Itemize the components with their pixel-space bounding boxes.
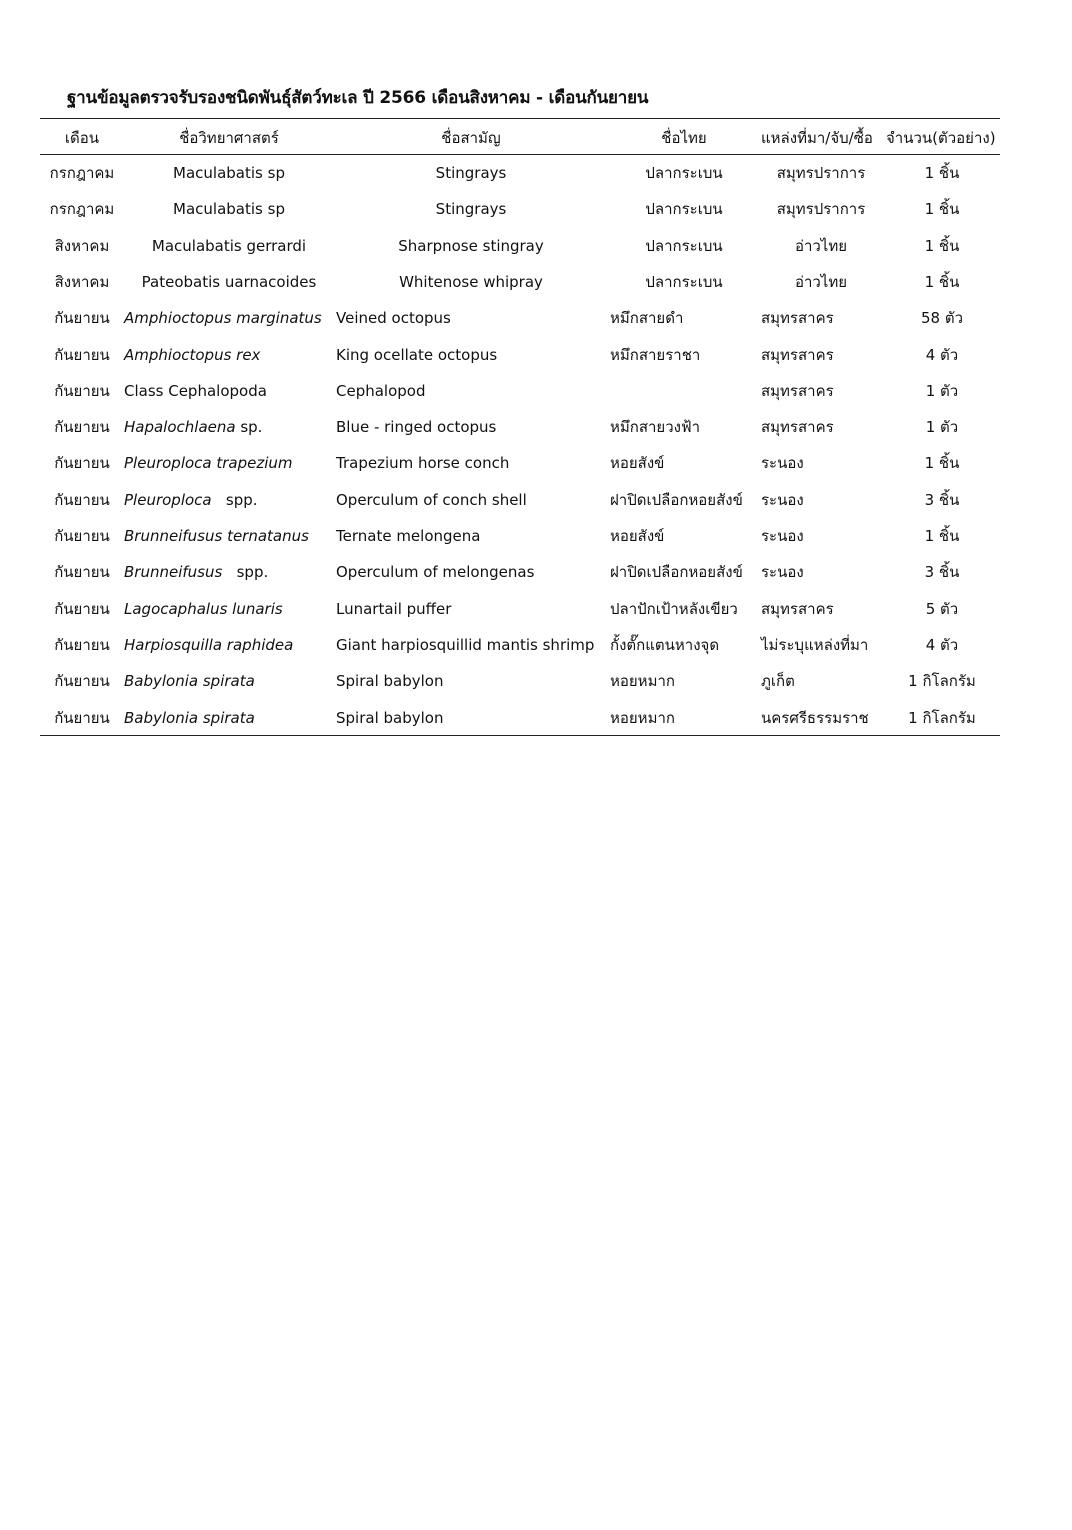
- cell-quantity: 1 ตัว: [925, 381, 959, 400]
- cell-source: สมุทรสาคร: [761, 381, 834, 400]
- table-row: [0, 155, 1072, 191]
- table-row: [0, 373, 1072, 409]
- cell-thai-name: หอยหมาก: [610, 672, 675, 691]
- cell-scientific-name: [124, 264, 334, 300]
- cell-quantity: 5 ตัว: [925, 599, 959, 618]
- cell-scientific-name: [124, 554, 334, 590]
- table-row: [0, 627, 1072, 663]
- cell-thai-name: หอยสังข์: [610, 527, 665, 545]
- cell-quantity: 1 ตัว: [925, 418, 959, 437]
- cell-month: กันยายน: [54, 708, 110, 727]
- cell-common-name: Spiral babylon: [336, 708, 444, 727]
- scientific-name-text: Hapalochlaena: [124, 418, 236, 437]
- cell-common-name: Ternate melongena: [336, 527, 481, 545]
- table-row: [0, 663, 1072, 699]
- cell-scientific-name: [124, 409, 334, 445]
- cell-thai-name: [610, 373, 758, 409]
- scientific-name-text: Maculabatis sp: [173, 164, 285, 182]
- scientific-name-text: Harpiosquilla raphidea: [124, 635, 294, 654]
- scientific-name-text: Babylonia spirata: [124, 708, 255, 727]
- table-row: [0, 700, 1072, 736]
- cell-scientific-name: [124, 191, 334, 227]
- cell-source: ภูเก็ต: [761, 672, 795, 691]
- cell-month: กรกฎาคม: [49, 200, 115, 219]
- cell-thai-name: ปลากระเบน: [645, 164, 723, 182]
- cell-common-name: Spiral babylon: [336, 672, 444, 691]
- cell-source: สมุทรสาคร: [761, 599, 834, 618]
- cell-thai-name: ปลากระเบน: [645, 200, 723, 219]
- cell-common-name: Blue - ringed octopus: [336, 418, 497, 437]
- table-header-row: [0, 120, 1072, 156]
- cell-scientific-name: [124, 482, 334, 518]
- scientific-name-text: Pleuroploca trapezium: [124, 454, 293, 473]
- cell-common-name: Cephalopod: [336, 381, 426, 400]
- cell-thai-name: หมึกสายวงฟ้า: [610, 418, 701, 437]
- header-month: เดือน: [64, 129, 100, 147]
- cell-thai-name: หอยหมาก: [610, 708, 675, 727]
- cell-source: ระนอง: [761, 527, 804, 545]
- table-row: [0, 409, 1072, 445]
- cell-quantity: 3 ชิ้น: [924, 563, 960, 582]
- cell-source: สมุทรสาคร: [761, 345, 834, 364]
- scientific-name-text: Pleuroploca: [124, 490, 212, 509]
- header-thai-name: ชื่อไทย: [661, 129, 707, 147]
- scientific-name-text: Amphioctopus rex: [124, 345, 261, 364]
- cell-month: กันยายน: [54, 563, 110, 582]
- table-row: [0, 191, 1072, 227]
- table-row: [0, 337, 1072, 373]
- cell-quantity: 1 กิโลกรัม: [908, 708, 976, 727]
- scientific-name-suffix: spp.: [222, 563, 269, 582]
- cell-thai-name: ฝาปิดเปลือกหอยสังข์: [610, 563, 743, 582]
- scientific-name-text: Brunneifusus: [124, 563, 223, 582]
- cell-thai-name: หอยสังข์: [610, 454, 665, 473]
- cell-quantity: 1 ชิ้น: [924, 527, 960, 545]
- cell-common-name: Stingrays: [435, 164, 507, 182]
- cell-quantity: 1 กิโลกรัม: [908, 672, 976, 691]
- cell-source: อ่าวไทย: [794, 236, 848, 255]
- cell-common-name: Sharpnose stingray: [398, 236, 544, 255]
- cell-common-name: Trapezium horse conch: [336, 454, 510, 473]
- cell-month: กันยายน: [54, 599, 110, 618]
- cell-common-name: Stingrays: [435, 200, 507, 219]
- table-bottom-rule: [40, 735, 1000, 736]
- cell-source: ระนอง: [761, 490, 804, 509]
- cell-month: กันยายน: [54, 345, 110, 364]
- cell-scientific-name: [124, 700, 334, 736]
- cell-thai-name: ปลาปักเป้าหลังเขียว: [610, 599, 738, 618]
- scientific-name-text: Maculabatis gerrardi: [151, 236, 307, 255]
- table-row: [0, 518, 1072, 554]
- cell-source: สมุทรสาคร: [761, 309, 834, 328]
- table-row: [0, 482, 1072, 518]
- cell-thai-name: ปลากระเบน: [645, 236, 723, 255]
- cell-quantity: 4 ตัว: [925, 345, 959, 364]
- cell-month: กันยายน: [54, 418, 110, 437]
- scientific-name-text: Class Cephalopoda: [124, 381, 267, 400]
- cell-scientific-name: [124, 591, 334, 627]
- cell-scientific-name: [124, 445, 334, 481]
- cell-common-name: King ocellate octopus: [336, 345, 498, 364]
- cell-scientific-name: [124, 300, 334, 336]
- cell-source: สมุทรปราการ: [776, 200, 866, 219]
- cell-month: กันยายน: [54, 672, 110, 691]
- cell-month: กรกฎาคม: [49, 164, 115, 182]
- cell-common-name: Veined octopus: [336, 309, 451, 328]
- scientific-name-text: Lagocaphalus lunaris: [124, 599, 283, 618]
- scientific-name-suffix: spp.: [211, 490, 258, 509]
- scientific-name-text: Maculabatis sp: [173, 200, 285, 219]
- cell-source: ระนอง: [761, 563, 804, 582]
- table-row: [0, 591, 1072, 627]
- cell-month: กันยายน: [54, 490, 110, 509]
- cell-common-name: Lunartail puffer: [336, 599, 452, 618]
- cell-scientific-name: [124, 627, 334, 663]
- cell-month: กันยายน: [54, 527, 110, 545]
- header-source: แหล่งที่มา/จับ/ซื้อ: [761, 129, 873, 147]
- cell-quantity: 1 ชิ้น: [924, 200, 960, 219]
- table-row: [0, 300, 1072, 336]
- cell-source: นครศรีธรรมราช: [761, 708, 869, 727]
- scientific-name-text: Pateobatis uarnacoides: [141, 272, 317, 291]
- cell-scientific-name: [124, 518, 334, 554]
- cell-source: สมุทรปราการ: [776, 164, 866, 182]
- cell-month: สิงหาคม: [54, 272, 110, 291]
- cell-source: ระนอง: [761, 454, 804, 473]
- cell-common-name: Giant harpiosquillid mantis shrimp: [336, 635, 595, 654]
- document-title: ฐานข้อมูลตรวจรับรองชนิดพันธุ์สัตว์ทะเล ปี 2566 เดือนสิงหาคม - เดือนกันยายน: [67, 88, 649, 108]
- cell-scientific-name: [124, 373, 334, 409]
- cell-quantity: 4 ตัว: [925, 635, 959, 654]
- table-row: [0, 264, 1072, 300]
- cell-month: กันยายน: [54, 454, 110, 473]
- cell-scientific-name: [124, 228, 334, 264]
- cell-common-name: Whitenose whipray: [399, 272, 543, 291]
- scientific-name-text: Brunneifusus ternatanus: [124, 527, 309, 545]
- cell-month: สิงหาคม: [54, 236, 110, 255]
- cell-thai-name: ฝาปิดเปลือกหอยสังข์: [610, 490, 743, 509]
- cell-scientific-name: [124, 155, 334, 191]
- scientific-name-suffix: sp.: [235, 418, 263, 437]
- cell-quantity: 1 ชิ้น: [924, 454, 960, 473]
- cell-scientific-name: [124, 663, 334, 699]
- cell-thai-name: หมึกสายราชา: [610, 345, 701, 364]
- cell-common-name: Operculum of conch shell: [336, 490, 527, 509]
- header-quantity: จำนวน(ตัวอย่าง): [886, 129, 996, 147]
- table-row: [0, 445, 1072, 481]
- scientific-name-text: Amphioctopus marginatus: [124, 309, 322, 328]
- cell-scientific-name: [124, 337, 334, 373]
- cell-quantity: 1 ชิ้น: [924, 164, 960, 182]
- cell-month: กันยายน: [54, 635, 110, 654]
- cell-thai-name: กั้งตั๊กแตนหางจุด: [610, 635, 720, 654]
- cell-source: อ่าวไทย: [794, 272, 848, 291]
- cell-quantity: 1 ชิ้น: [924, 236, 960, 255]
- scientific-name-text: Babylonia spirata: [124, 672, 255, 691]
- cell-common-name: Operculum of melongenas: [336, 563, 535, 582]
- cell-quantity: 3 ชิ้น: [924, 490, 960, 509]
- cell-source: สมุทรสาคร: [761, 418, 834, 437]
- table-row: [0, 554, 1072, 590]
- table-row: [0, 228, 1072, 264]
- cell-thai-name: หมึกสายดำ: [610, 309, 684, 328]
- cell-thai-name: ปลากระเบน: [645, 272, 723, 291]
- cell-quantity: 1 ชิ้น: [924, 272, 960, 291]
- cell-source: ไม่ระบุแหล่งที่มา: [761, 635, 869, 654]
- table-top-rule: [40, 118, 1000, 119]
- cell-quantity: 58 ตัว: [920, 309, 964, 328]
- header-common-name: ชื่อสามัญ: [441, 129, 501, 147]
- header-scientific-name: ชื่อวิทยาศาสตร์: [179, 129, 279, 147]
- cell-month: กันยายน: [54, 381, 110, 400]
- cell-month: กันยายน: [54, 309, 110, 328]
